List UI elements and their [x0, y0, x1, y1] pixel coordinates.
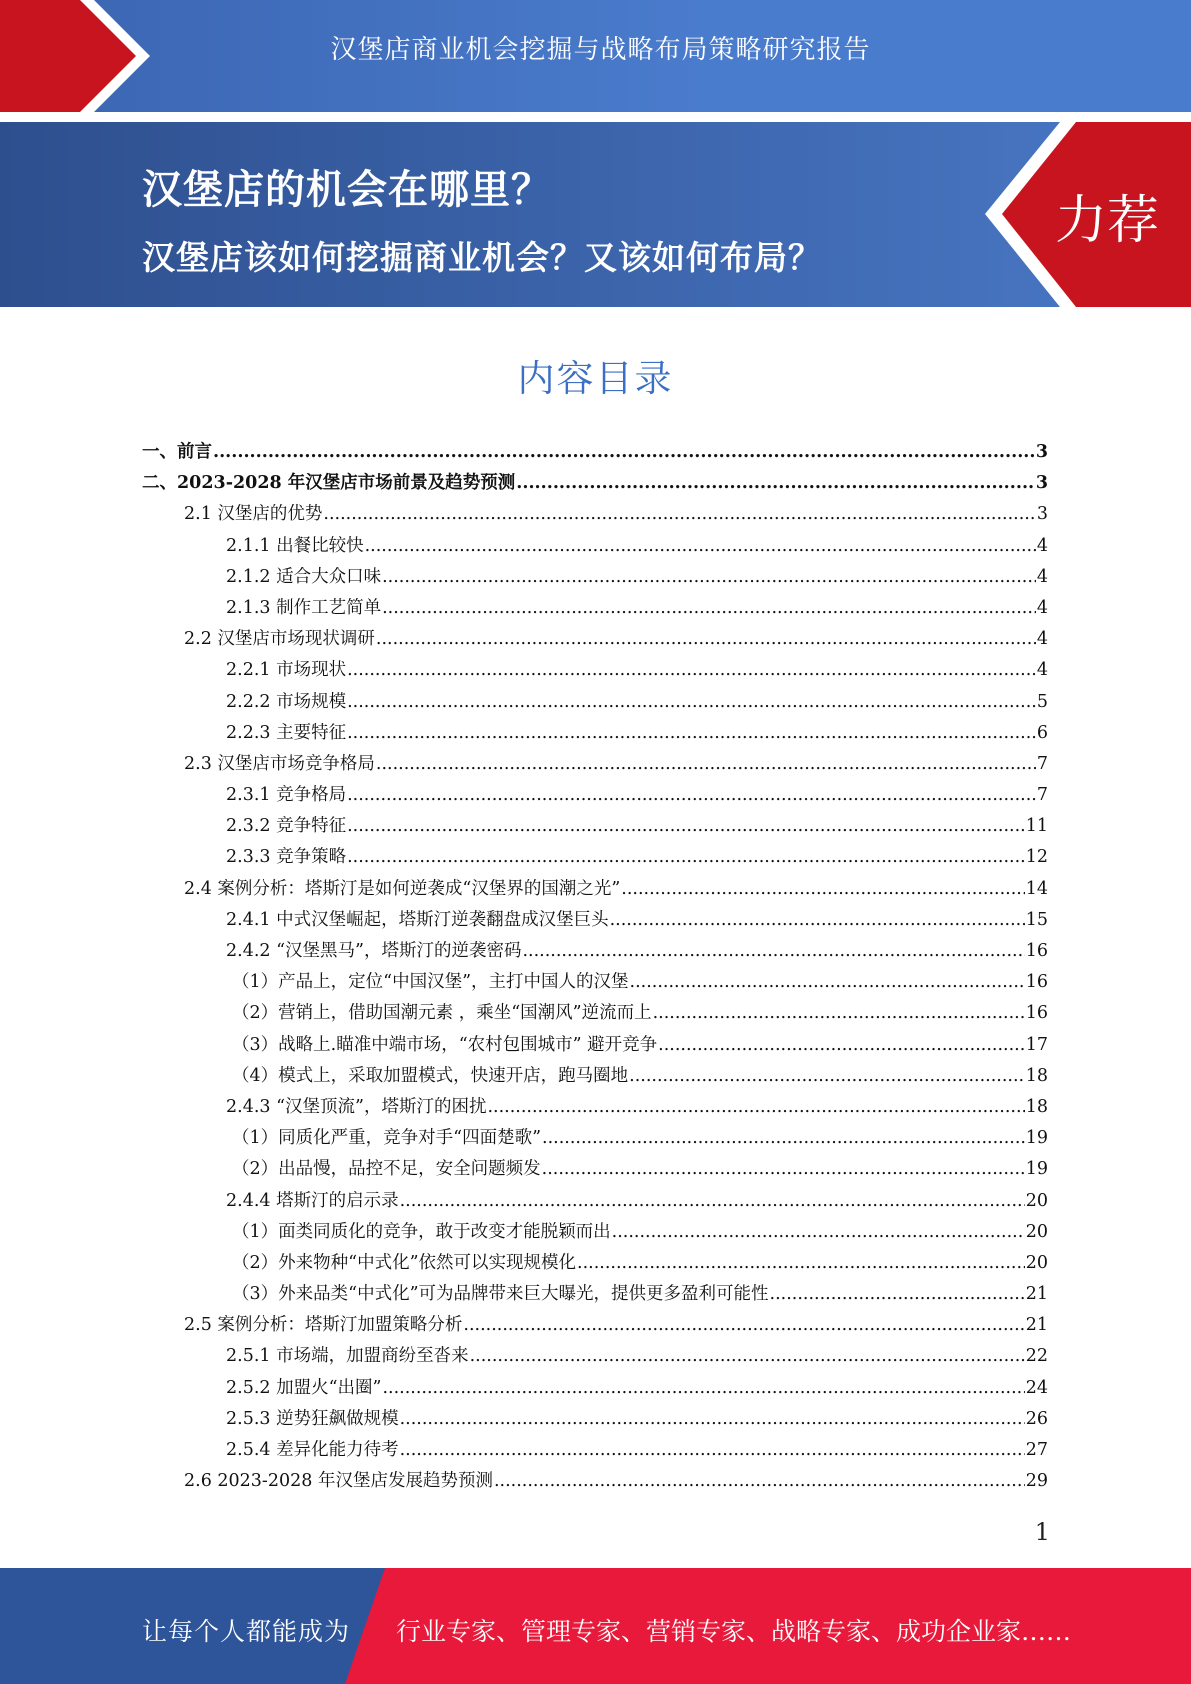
toc-entry-page: 3: [1035, 442, 1048, 462]
toc-entry[interactable]: [0, 1123, 1191, 1154]
toc-entry[interactable]: [0, 655, 1191, 686]
toc-leader-dots: [365, 531, 1036, 562]
footer-slogan-right: 行业专家、管理专家、营销专家、战略专家、成功企业家……: [396, 1617, 1072, 1646]
toc-entry[interactable]: [0, 1217, 1191, 1248]
toc-entry-title: （2）营销上，借助国潮元素 ，乘坐“国潮风”逆流而上: [232, 1003, 652, 1024]
hero-headline: 汉堡店的机会在哪里？: [142, 167, 552, 213]
toc-entry-title: （3）战略上.瞄准中端市场，“农村包围城市” 避开竞争: [232, 1034, 658, 1055]
toc-entry[interactable]: [0, 1373, 1191, 1404]
toc-entry[interactable]: [0, 998, 1191, 1029]
toc-entry[interactable]: [0, 1186, 1191, 1217]
toc-entry-title: （1）产品上，定位“中国汉堡”，主打中国人的汉堡: [232, 972, 629, 993]
footer-slogan-left: 让每个人都能成为: [142, 1617, 351, 1646]
toc-entry-page: 19: [1025, 1159, 1048, 1180]
toc-entry-page: 20: [1025, 1190, 1048, 1211]
toc-entry-page: 21: [1025, 1315, 1048, 1336]
toc-entry[interactable]: [0, 874, 1191, 905]
toc-entry-title: 一、前言: [142, 442, 212, 462]
toc-leader-dots: [382, 593, 1036, 624]
toc-entry-page: 17: [1025, 1034, 1048, 1055]
toc-leader-dots: [610, 905, 1025, 936]
toc-entry-title: 二、2023-2028 年汉堡店市场前景及趋势预测: [142, 473, 516, 494]
toc-entry-page: 7: [1036, 785, 1048, 806]
toc-entry[interactable]: [0, 1154, 1191, 1185]
toc-leader-dots: [400, 1435, 1025, 1466]
toc-leader-dots: [542, 1154, 1025, 1185]
toc-leader-dots: [347, 718, 1036, 749]
toc-leader-dots: [577, 1248, 1025, 1279]
toc-entry-page: 26: [1025, 1408, 1048, 1429]
toc-entry-page: 24: [1025, 1377, 1048, 1398]
toc-entry[interactable]: [0, 1466, 1191, 1497]
toc-leader-dots: [629, 1061, 1025, 1092]
toc-entry[interactable]: [0, 1279, 1191, 1310]
toc-leader-dots: [213, 437, 1035, 468]
toc-entry-page: 16: [1025, 941, 1048, 961]
toc-entry-title: 2.3.2 竞争特征: [226, 816, 347, 837]
toc-entry-title: 2.5.2 加盟火“出圈”: [226, 1377, 382, 1398]
toc-entry[interactable]: [0, 749, 1191, 780]
toc-entry-page: 12: [1025, 847, 1048, 868]
toc-entry-page: 22: [1025, 1346, 1048, 1367]
toc-leader-dots: [347, 842, 1025, 873]
toc-leader-dots: [463, 1310, 1024, 1341]
toc-entry-page: 29: [1025, 1471, 1048, 1492]
toc-entry[interactable]: [0, 1404, 1191, 1435]
toc-entry[interactable]: [0, 499, 1191, 530]
toc-entry[interactable]: [0, 842, 1191, 873]
toc-entry-title: 2.3.3 竞争策略: [226, 847, 347, 868]
toc-leader-dots: [770, 1279, 1025, 1310]
toc-entry-title: （2）出品慢，品控不足，安全问题频发: [232, 1159, 541, 1180]
toc-leader-dots: [400, 1404, 1025, 1435]
toc-entry-page: 4: [1036, 597, 1048, 618]
toc-entry[interactable]: [0, 1061, 1191, 1092]
toc-entry-page: 4: [1036, 660, 1048, 681]
toc-entry-title: 2.2.1 市场现状: [226, 660, 347, 681]
toc-entry-title: （1）同质化严重，竞争对手“四面楚歌”: [232, 1128, 542, 1149]
toc-entry-title: 2.3.1 竞争格局: [226, 785, 347, 806]
toc-leader-dots: [653, 998, 1025, 1029]
toc-entry-page: 4: [1036, 629, 1048, 650]
toc-entry-title: 2.5.1 市场端，加盟商纷至沓来: [226, 1346, 469, 1367]
toc-leader-dots: [347, 811, 1025, 842]
toc-entry-title: 2.4 案例分析：塔斯汀是如何逆袭成“汉堡界的国潮之光”: [184, 878, 621, 899]
report-title: 汉堡店商业机会挖掘与战略布局策略研究报告: [330, 35, 871, 65]
toc-entry-title: 2.5.3 逆势狂飙做规模: [226, 1408, 399, 1429]
toc-leader-dots: [630, 967, 1025, 998]
toc-entry-title: （1）面类同质化的竞争，敢于改变才能脱颖而出: [232, 1221, 611, 1242]
toc-list: [0, 437, 1191, 1497]
toc-entry-title: 2.2.2 市场规模: [226, 691, 347, 712]
toc-entry-page: 3: [1035, 473, 1048, 494]
toc-entry-title: （3）外来品类“中式化”可为品牌带来巨大曝光，提供更多盈利可能性: [232, 1284, 769, 1305]
toc-leader-dots: [376, 624, 1036, 655]
toc-entry-page: 6: [1036, 722, 1048, 743]
toc-entry-page: 4: [1036, 535, 1048, 556]
toc-leader-dots: [470, 1341, 1025, 1372]
hero-subheadline: 汉堡店该如何挖掘商业机会？又该如何布局？: [142, 238, 822, 277]
toc-entry-page: 5: [1036, 691, 1048, 712]
toc-leader-dots: [542, 1123, 1025, 1154]
toc-entry-title: 2.4.3 “汉堡顶流”，塔斯汀的困扰: [226, 1096, 487, 1117]
toc-heading: 内容目录: [517, 357, 674, 400]
toc-leader-dots: [347, 655, 1036, 686]
toc-entry-title: 2.5 案例分析：塔斯汀加盟策略分析: [184, 1315, 463, 1336]
toc-entry-page: 18: [1025, 1065, 1048, 1086]
toc-entry-title: 2.3 汉堡店市场竞争格局: [184, 753, 375, 774]
toc-leader-dots: [494, 1466, 1025, 1497]
toc-entry[interactable]: [0, 562, 1191, 593]
toc-entry[interactable]: [0, 1341, 1191, 1372]
toc-entry[interactable]: [0, 811, 1191, 842]
toc-entry[interactable]: [0, 593, 1191, 624]
toc-leader-dots: [612, 1217, 1025, 1248]
toc-entry-title: 2.1.3 制作工艺简单: [226, 597, 382, 618]
toc-entry-title: 2.2.3 主要特征: [226, 722, 347, 743]
toc-entry[interactable]: [0, 780, 1191, 811]
toc-leader-dots: [376, 749, 1036, 780]
toc-entry-page: 16: [1025, 1003, 1048, 1024]
toc-entry-title: （4）模式上，采取加盟模式，快速开店，跑马圈地: [232, 1065, 629, 1086]
band-separator: [0, 112, 1191, 122]
toc-entry[interactable]: [0, 468, 1191, 499]
toc-entry-page: 20: [1025, 1221, 1048, 1242]
toc-entry[interactable]: [0, 1092, 1191, 1123]
page-number: 1: [1034, 1518, 1050, 1546]
toc-entry[interactable]: [0, 1435, 1191, 1466]
toc-entry-page: 19: [1025, 1128, 1048, 1149]
toc-entry-title: 2.6 2023-2028 年汉堡店发展趋势预测: [184, 1471, 493, 1492]
toc-entry-title: 2.4.1 中式汉堡崛起，塔斯汀逆袭翻盘成汉堡巨头: [226, 909, 609, 930]
toc-entry[interactable]: [0, 624, 1191, 655]
toc-entry-page: 11: [1025, 816, 1048, 837]
toc-leader-dots: [522, 936, 1024, 967]
toc-entry-page: 15: [1025, 909, 1048, 930]
toc-leader-dots: [621, 874, 1024, 905]
toc-entry-title: 2.1 汉堡店的优势: [184, 504, 323, 525]
toc-entry[interactable]: [0, 936, 1191, 967]
toc-entry-page: 18: [1025, 1096, 1048, 1117]
toc-entry[interactable]: [0, 905, 1191, 936]
toc-leader-dots: [347, 687, 1036, 718]
toc-entry[interactable]: [0, 531, 1191, 562]
toc-entry-title: 2.4.4 塔斯汀的启示录: [226, 1190, 399, 1211]
toc-entry-page: 14: [1025, 878, 1048, 899]
toc-entry-page: 27: [1025, 1440, 1048, 1460]
toc-leader-dots: [658, 1030, 1025, 1061]
toc-entry-page: 4: [1036, 566, 1048, 587]
toc-leader-dots: [323, 499, 1035, 530]
toc-entry-title: 2.2 汉堡店市场现状调研: [184, 629, 375, 650]
toc-entry-title: 2.1.2 适合大众口味: [226, 566, 382, 587]
toc-leader-dots: [347, 780, 1036, 811]
toc-entry[interactable]: [0, 1310, 1191, 1341]
toc-entry-title: （2）外来物种“中式化”依然可以实现规模化: [232, 1252, 577, 1273]
toc-leader-dots: [400, 1186, 1025, 1217]
toc-entry-title: 2.1.1 出餐比较快: [226, 535, 364, 556]
toc-entry-page: 21: [1025, 1284, 1048, 1305]
toc-entry-page: 20: [1025, 1252, 1048, 1273]
toc-entry-page: 7: [1036, 753, 1048, 774]
toc-entry[interactable]: [0, 967, 1191, 998]
toc-entry[interactable]: [0, 1248, 1191, 1279]
toc-entry-title: 2.4.2 “汉堡黑马”，塔斯汀的逆袭密码: [226, 941, 522, 961]
toc-entry[interactable]: [0, 437, 1191, 468]
toc-entry[interactable]: [0, 718, 1191, 749]
toc-entry-title: 2.5.4 差异化能力待考: [226, 1440, 399, 1460]
toc-entry[interactable]: [0, 1030, 1191, 1061]
toc-leader-dots: [382, 1373, 1024, 1404]
toc-entry[interactable]: [0, 687, 1191, 718]
toc-entry-page: 3: [1036, 504, 1048, 525]
toc-leader-dots: [516, 468, 1035, 499]
recommend-badge-label: 力荐: [1055, 191, 1160, 251]
toc-leader-dots: [382, 562, 1036, 593]
toc-leader-dots: [487, 1092, 1024, 1123]
toc-entry-page: 16: [1025, 972, 1048, 993]
